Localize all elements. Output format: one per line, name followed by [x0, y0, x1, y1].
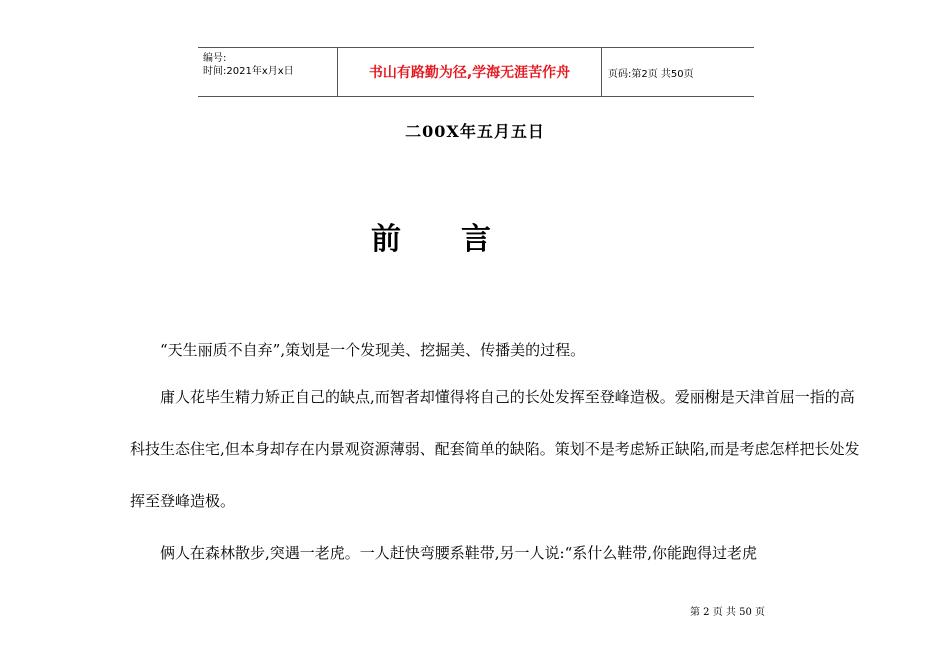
preface-title-char-1: 前: [371, 222, 401, 257]
header-motto: 书山有路勤为径,学海无涯苦作舟: [338, 48, 602, 96]
paragraph-1: “天生丽质不自弃”,策划是一个发现美、挖掘美、传播美的过程。: [160, 341, 586, 359]
page-footer: 第 2 页 共 50 页: [690, 607, 765, 618]
page-header-table: [198, 47, 754, 97]
document-time-label: 时间:2021年x月x日: [203, 66, 294, 77]
body-text: [130, 337, 865, 579]
preface-title-char-2: 言: [461, 222, 491, 257]
document-date: 二00X年五月五日: [405, 122, 545, 141]
document-number-label: 编号:: [203, 53, 227, 64]
paragraph-3: 俩人在森林散步,突遇一老虎。一人赶快弯腰系鞋带,另一人说:“系什么鞋带,你能跑得过老虎: [160, 544, 758, 562]
paragraph-2: 庸人花毕生精力矫正自己的缺点,而智者却懂得将自己的长处发挥至登峰造极。爱丽榭是天津首屈一指的高科技生态住宅,但本身却存在内景观资源薄弱、配套简单的缺陷。策划不是考虑矫正缺陷,而是考虑怎样把长处发挥至登峰造极。: [130, 388, 860, 510]
header-page-number: 页码:第2页 共50页: [608, 68, 694, 80]
preface-title: [0, 214, 862, 258]
header-meta-cell: [198, 48, 338, 96]
